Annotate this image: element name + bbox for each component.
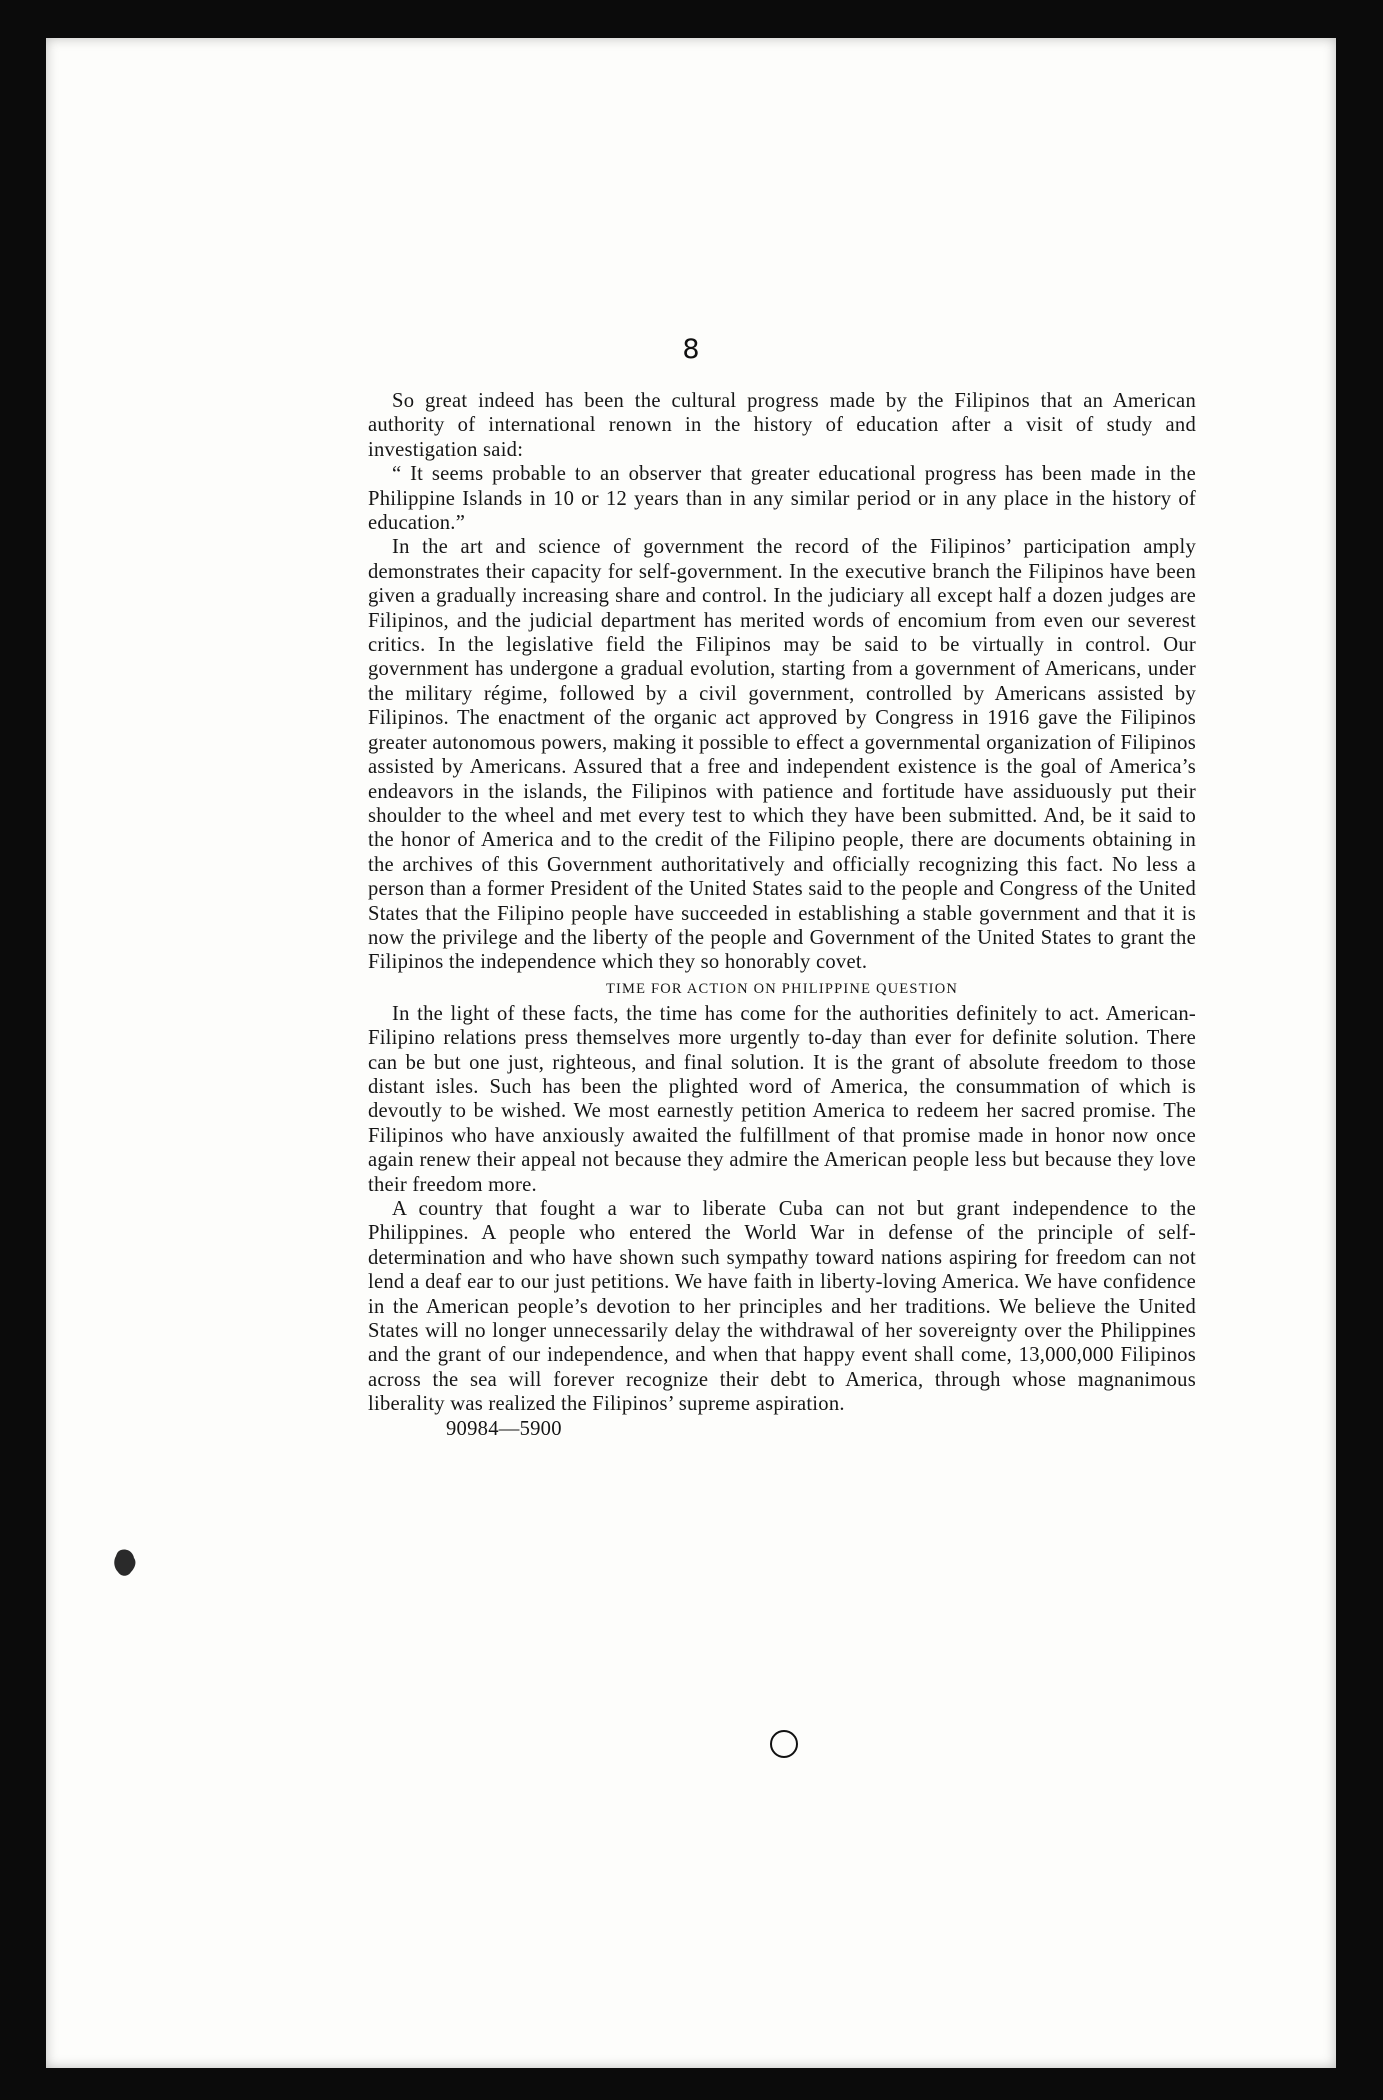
paragraph-government: In the art and science of government the record of the Filipinos’ participation amply demonstrates their capacity for self-government. In the executive branch the Filipinos have been given a gradually increasing share and control. In the judiciary all except half a dozen judges are Filipinos, and the judicial department has merited words of encomium from even our severest critics. In the legislative field the Filipinos may be said to be virtually in control. Our government has undergone a gradual evolution, starting from a government of Americans, under the military régime, followed by a civil government, controlled by Americans assisted by Filipinos. The enactment of the organic act approved by Congress in 1916 gave the Filipinos greater autonomous powers, making it possible to effect a governmental organization of Filipinos assisted by Americans. Assured that a free and independent existence is the goal of America’s endeavors in the islands, the Filipinos with patience and fortitude have assiduously put their shoulder to the wheel and met every test to which they have been submitted. And, be it said to the honor of America and to the credit of the Filipino people, there are documents obtaining in the archives of this Government authoritatively and officially recognizing this fact. No less a person than a former President of the United States said to the people and Congress of the United States that the Filipino people have succeeded in establishing a stable government and that it is now the privilege and the liberty of the people and Government of the United States to grant the Filipinos the independence which they so honorably covet. <box>368 536 1196 974</box>
page-number: 8 <box>682 334 700 365</box>
document-page <box>46 38 1336 2068</box>
section-heading: TIME FOR ACTION ON PHILIPPINE QUESTION <box>605 980 959 997</box>
ink-blot-mark <box>113 1548 137 1578</box>
body-text <box>368 389 1196 1441</box>
document-number: 90984—5900 <box>446 1417 562 1440</box>
paragraph-time-to-act: In the light of these facts, the time has come for the authorities definitely to act. American-Filipino relations press themselves more urgently to-day than ever for definite solution. There can be but one just, righteous, and final solution. It is the grant of absolute freedom to those distant isles. Such has been the plighted word of America, the consummation of which is devoutly to be wished. We most earnestly petition America to redeem her sacred promise. The Filipinos who have anxiously awaited the fulfillment of that promise made in honor now once again renew their appeal not because they admire the American people less but because they love their freedom more. <box>368 1002 1196 1196</box>
end-mark-circle <box>770 1730 798 1758</box>
paragraph-education-quote: “ It seems probable to an observer that greater educational progress has been made in the Philippine Islands in 10 or 12 years than in any similar period or in any place in the history of education.” <box>368 463 1196 535</box>
paragraph-cuba-comparison: A country that fought a war to liberate Cuba can not but grant independence to the Philippines. A people who entered the World War in defense of the principle of self-determination and who have shown such sympathy toward nations aspiring for freedom can not lend a deaf ear to our just petitions. We have faith in liberty-loving America. We have confidence in the American people’s devotion to her principles and her traditions. We believe the United States will no longer unnecessarily delay the withdrawal of her sovereignty over the Philippines and the grant of our independence, and when that happy event shall come, 13,000,000 Filipinos across the sea will forever recognize their debt to America, through whose magnanimous liberality was realized the Filipinos’ supreme aspiration. <box>368 1198 1196 1416</box>
paragraph-cultural-progress: So great indeed has been the cultural progress made by the Filipinos that an American authority of international renown in the history of education after a visit of study and investigation said: <box>368 390 1196 461</box>
